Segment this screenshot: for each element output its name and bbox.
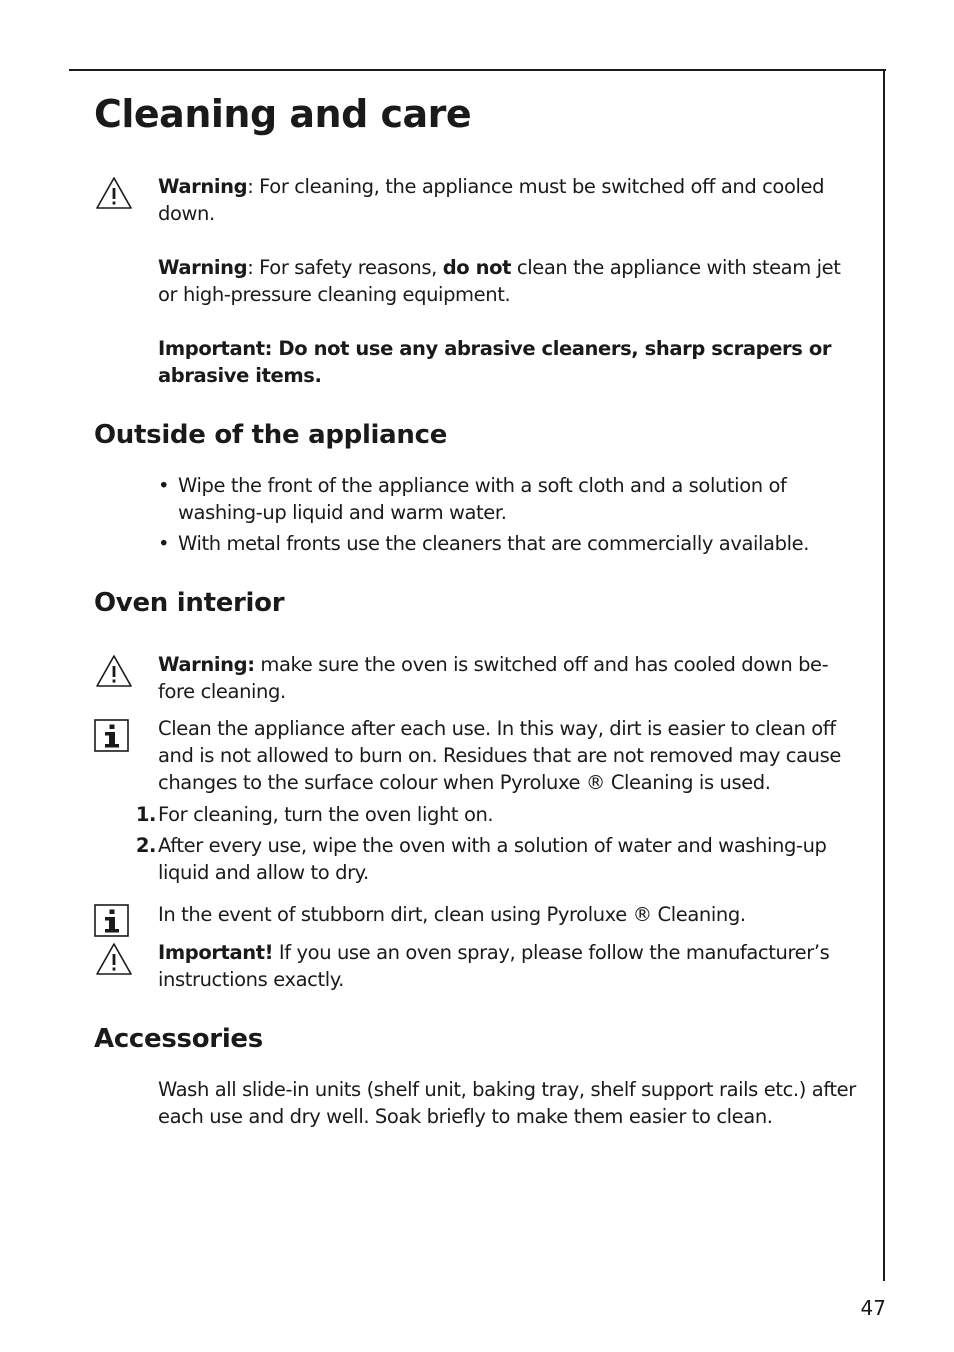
oven-important-spray: Important! If you use an oven spray, please follow the manufacturer’s instructions exactly. [158, 941, 830, 991]
info-icon [94, 719, 130, 753]
top-rule [69, 69, 886, 71]
list-item: 2. After every use, wipe the oven with a solution of water and washing-up liquid and allow to dry. [135, 834, 827, 884]
warning-triangle-icon [94, 653, 134, 689]
right-rule [883, 69, 885, 1281]
accessories-text: Wash all slide-in units (shelf unit, baking tray, shelf support rails etc.) after each use and dry well. Soak briefly to make them easier to clean. [158, 1078, 856, 1128]
warning-triangle-icon [94, 175, 134, 211]
intro-warning-steam: Warning: For safety reasons, do not clean the appliance with steam jet or high-pressure cleaning equipment. [158, 256, 841, 306]
page-number: 47 [860, 1296, 886, 1320]
list-item: • Wipe the front of the appliance with a soft cloth and a solution of washing-up liquid and warm water. [158, 474, 787, 524]
oven-info-stubborn: In the event of stubborn dirt, clean using Pyroluxe ® Cleaning. [158, 903, 746, 926]
info-icon [94, 904, 130, 938]
list-item: 1. For cleaning, turn the oven light on. [135, 803, 494, 826]
intro-warning-cooled: Warning: For cleaning, the appliance must be switched off and cooled down. [158, 175, 825, 225]
list-item: • With metal fronts use the cleaners that are commercially available. [158, 532, 809, 555]
page-title: Cleaning and care [94, 92, 472, 136]
intro-important-abrasive: Important: Do not use any abrasive cleaners, sharp scrapers or abrasive items. [158, 337, 832, 387]
warning-triangle-icon [94, 941, 134, 977]
oven-info: Clean the appliance after each use. In this way, dirt is easier to clean off and is not allowed to burn on. Residues that are not removed may cause changes to the surface colour when Pyroluxe ® Cleaning is used. [158, 717, 841, 794]
heading-oven-interior: Oven interior [94, 588, 285, 618]
oven-warning: Warning: make sure the oven is switched off and has cooled down be-fore cleaning. [158, 653, 829, 703]
heading-accessories: Accessories [94, 1024, 263, 1054]
heading-outside: Outside of the appliance [94, 420, 448, 450]
